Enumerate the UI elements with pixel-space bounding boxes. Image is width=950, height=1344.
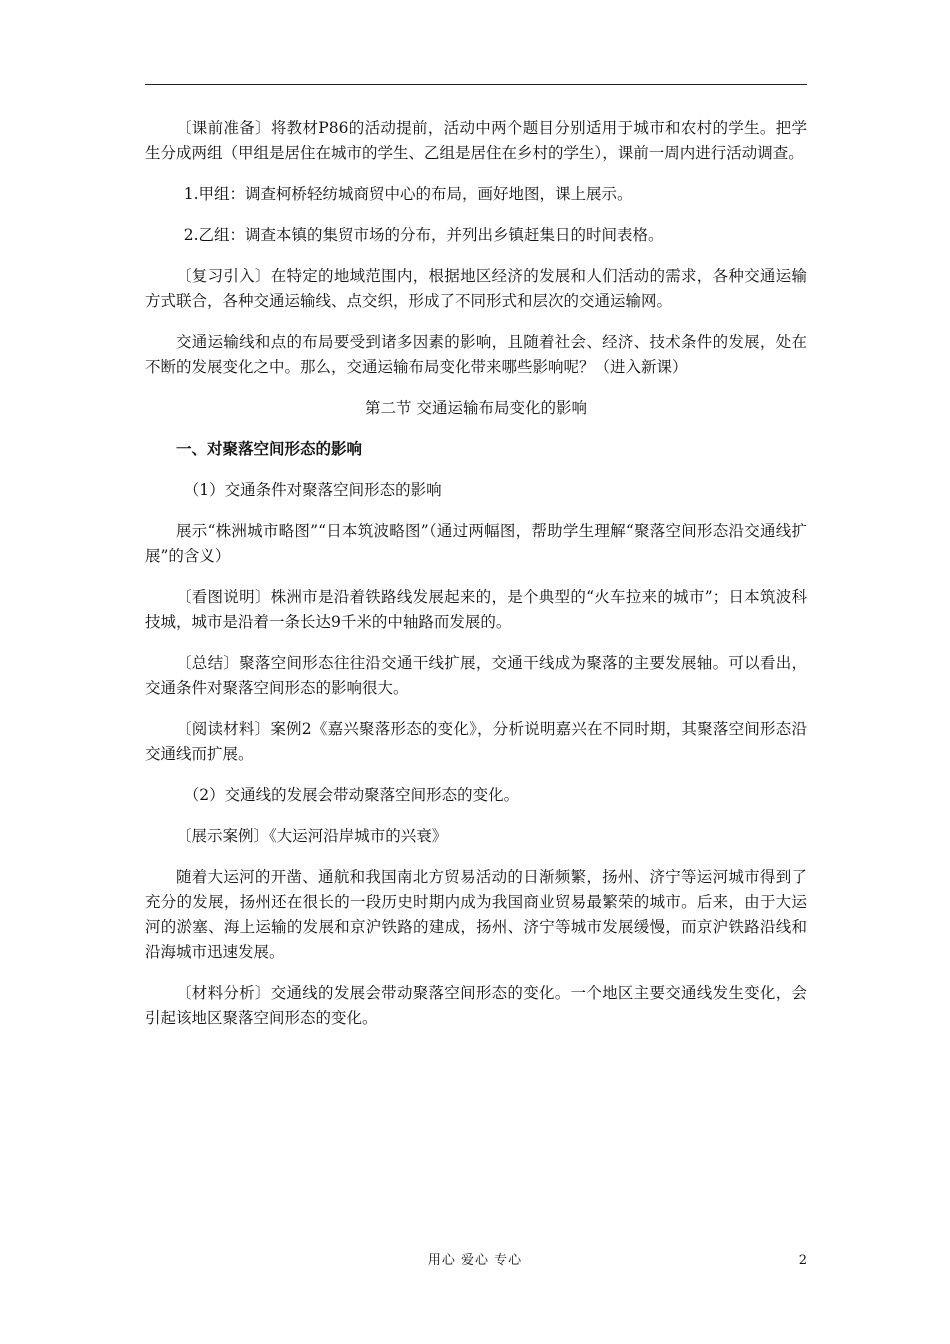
paragraph-subheading-1: （1）交通条件对聚落空间形态的影响 <box>183 481 442 499</box>
paragraph-material-analysis: 〔材料分析〕交通线的发展会带动聚落空间形态的变化。一个地区主要交通线发生变化，会引起该地区聚落空间形态的变化。 <box>145 984 807 1027</box>
paragraph-pre-class-preparation: 〔课前准备〕将教材P86的活动提前，活动中两个题目分别适用于城市和农村的学生。把学生分成两组（甲组是居住在城市的学生、乙组是居住在乡村的学生），课前一周内进行活动调查。 <box>145 119 807 162</box>
heading-settlement-spatial-form: 一、对聚落空间形态的影响 <box>176 440 363 458</box>
section-title: 第二节 交通运输布局变化的影响 <box>365 399 587 417</box>
footer-motto: 用心 爱心 专心 <box>427 1253 523 1268</box>
paragraph-grand-canal-history: 随着大运河的开凿、通航和我国南北方贸易活动的日渐频繁，扬州、济宁等运河城市得到了充分的发展，扬州还在很长的一段历史时期内成为我国商业贸易最繁荣的城市。后来，由于大运河的淤塞、海上运输的发展和京沪铁路的建成，扬州、济宁等城市发展缓慢，而京沪铁路沿线和沿海城市迅速发展。 <box>145 868 807 961</box>
document-body <box>145 116 807 1047</box>
paragraph-reading-material: 〔阅读材料〕案例2《嘉兴聚落形态的变化》，分析说明嘉兴在不同时期，其聚落空间形态沿交通线而扩展。 <box>145 720 807 763</box>
paragraph-group-a-task: 1.甲组：调查柯桥轻纺城商贸中心的布局，画好地图，课上展示。 <box>183 185 633 203</box>
paragraph-subheading-2: （2）交通线的发展会带动聚落空间形态的变化。 <box>183 786 520 804</box>
paragraph-group-b-task: 2.乙组：调查本镇的集贸市场的分布，并列出乡镇赶集日的时间表格。 <box>183 226 664 244</box>
paragraph-map-display: 展示“株洲城市略图”“日本筑波略图”（通过两幅图，帮助学生理解“聚落空间形态沿交通线扩展”的含义） <box>145 522 807 565</box>
paragraph-review-introduction: 〔复习引入〕在特定的地域范围内，根据地区经济的发展和人们活动的需求，各种交通运输方式联合，各种交通运输线、点交织，形成了不同形式和层次的交通运输网。 <box>145 267 807 310</box>
page-number: 2 <box>798 1253 807 1268</box>
paragraph-transport-layout-factors: 交通运输线和点的布局要受到诸多因素的影响，且随着社会、经济、技术条件的发展，处在不断的发展变化之中。那么，交通运输布局变化带来哪些影响呢？（进入新课） <box>145 333 807 376</box>
paragraph-map-explanation: 〔看图说明〕株洲市是沿着铁路线发展起来的，是个典型的“火车拉来的城市”；日本筑波科技城，城市是沿着一条长达9千米的中轴路而发展的。 <box>145 588 807 631</box>
header-rule <box>145 84 807 85</box>
paragraph-case-display: 〔展示案例〕《大运河沿岸城市的兴衰》 <box>176 827 448 845</box>
paragraph-summary: 〔总结〕聚落空间形态往往沿交通干线扩展，交通干线成为聚落的主要发展轴。可以看出，交通条件对聚落空间形态的影响很大。 <box>145 654 807 697</box>
